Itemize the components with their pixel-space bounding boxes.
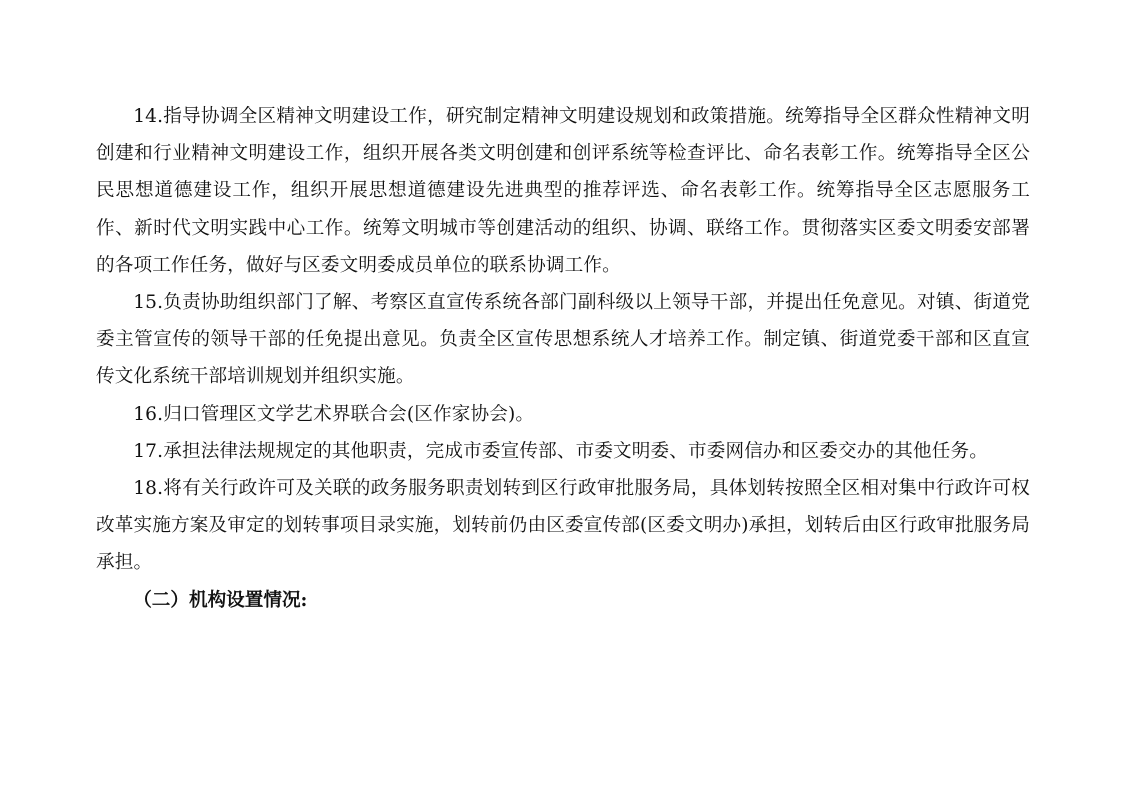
paragraph-item-16: 16.归口管理区文学艺术界联合会(区作家协会)。 — [133, 403, 535, 425]
section-heading: （二）机构设置情况: — [133, 589, 308, 611]
document-body — [96, 98, 1030, 619]
paragraph-item-17: 17.承担法律法规规定的其他职责，完成市委宣传部、市委文明委、市委网信办和区委交办的其他任务。 — [133, 440, 988, 462]
paragraph-item-14: 14.指导协调全区精神文明建设工作，研究制定精神文明建设规划和政策措施。统筹指导全区群众性精神文明创建和行业精神文明建设工作，组织开展各类文明创建和创评系统等检查评比、命名表彰工作。统筹指导全区公民思想道德建设工作，组织开展思想道德建设先进典型的推荐评选、命名表彰工作。统筹指导全区志愿服务工作、新时代文明实践中心工作。统筹文明城市等创建活动的组织、协调、联络工作。贯彻落实区委文明委安部署的各项工作任务，做好与区委文明委成员单位的联系协调工作。 — [96, 106, 1030, 276]
paragraph-item-15: 15.负责协助组织部门了解、考察区直宣传系统各部门副科级以上领导干部，并提出任免意见。对镇、街道党委主管宣传的领导干部的任免提出意见。负责全区宣传思想系统人才培养工作。制定镇、街道党委干部和区直宣传文化系统干部培训规划并组织实施。 — [96, 292, 1030, 388]
paragraph-item-18: 18.将有关行政许可及关联的政务服务职责划转到区行政审批服务局，具体划转按照全区相对集中行政许可权改革实施方案及审定的划转事项目录实施，划转前仍由区委宣传部(区委文明办)承担，划转后由区行政审批服务局承担。 — [96, 478, 1030, 574]
